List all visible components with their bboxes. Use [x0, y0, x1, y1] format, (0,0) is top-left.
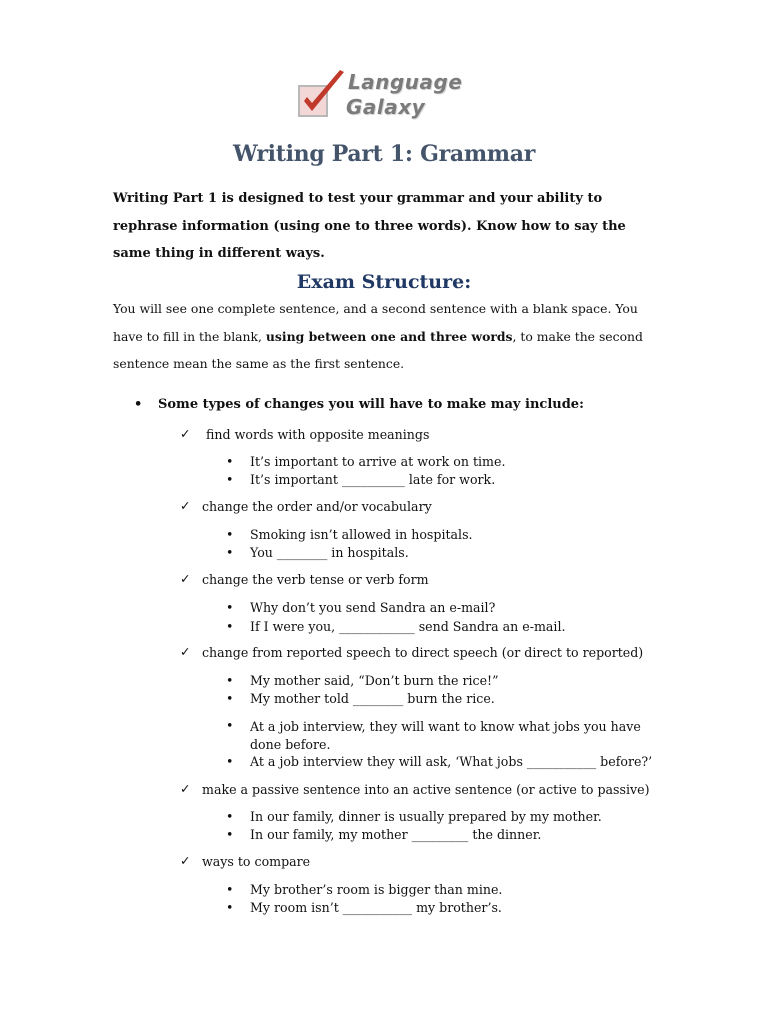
- exam-structure-heading: Exam Structure:: [296, 271, 472, 293]
- structure-text-before: You will see one complete sentence, and a second sentence with a blank space. You have to fill in the blank,: [113, 301, 638, 344]
- bullet-icon: •: [226, 545, 234, 560]
- intro-paragraph: Writing Part 1 is designed to test your grammar and your ability to rephrase information (using one to three words). Know how to say the same thing in different ways.: [113, 191, 626, 261]
- example-text: It’s important __________ late for work.: [250, 472, 496, 487]
- change-type-label: find words with opposite meanings: [202, 427, 430, 442]
- bullet-icon: •: [134, 397, 143, 412]
- bullet-icon: •: [226, 809, 234, 824]
- changes-lead: Some types of changes you will have to make may include:: [158, 397, 584, 412]
- example-text: My brother’s room is bigger than mine.: [250, 882, 503, 897]
- change-type-label: change the order and/or vocabulary: [202, 499, 432, 514]
- bullet-icon: •: [226, 691, 234, 706]
- example-text: Why don’t you send Sandra an e-mail?: [250, 600, 496, 615]
- bullet-icon: •: [226, 882, 234, 897]
- bullet-icon: •: [226, 827, 234, 842]
- bullet-icon: •: [226, 454, 234, 469]
- bullet-icon: •: [226, 900, 234, 915]
- example-text: My mother said, “Don’t burn the rice!”: [250, 673, 499, 688]
- change-type-label: change from reported speech to direct speech (or direct to reported): [202, 645, 644, 660]
- structure-text-after: , to make the second sentence mean the same as the first sentence.: [113, 328, 643, 371]
- bullet-icon: •: [226, 472, 234, 487]
- logo-line1: Language: [348, 70, 463, 94]
- bullet-icon: •: [226, 718, 234, 733]
- change-type-label: make a passive sentence into an active sentence (or active to passive): [202, 782, 650, 797]
- change-type-label: ways to compare: [202, 854, 311, 869]
- example-text: At a job interview they will ask, ‘What jobs ___________ before?’: [250, 754, 653, 769]
- check-icon: ✓: [180, 426, 191, 441]
- example-text: Smoking isn’t allowed in hospitals.: [250, 527, 473, 542]
- example-text: At a job interview, they will want to know what jobs you have done before.: [250, 719, 641, 752]
- example-text: You ________ in hospitals.: [250, 545, 409, 560]
- exam-structure-paragraph: [113, 295, 658, 378]
- example-text: It’s important to arrive at work on time.: [250, 454, 506, 469]
- check-icon: ✓: [180, 853, 191, 868]
- check-icon: ✓: [180, 644, 191, 659]
- bullet-icon: •: [226, 673, 234, 688]
- example-text: In our family, my mother _________ the dinner.: [250, 827, 542, 842]
- change-type-label: change the verb tense or verb form: [202, 572, 429, 587]
- language-galaxy-logo: [296, 68, 486, 126]
- logo-line2: Galaxy: [346, 95, 426, 119]
- page-title: Writing Part 1: Grammar: [232, 141, 536, 167]
- bullet-icon: •: [226, 600, 234, 615]
- bullet-icon: •: [226, 527, 234, 542]
- bullet-icon: •: [226, 754, 234, 769]
- example-text: My room isn’t ___________ my brother’s.: [250, 900, 502, 915]
- structure-text-bold: using between one and three words: [265, 328, 513, 344]
- example-text: My mother told ________ burn the rice.: [250, 691, 495, 706]
- example-text: In our family, dinner is usually prepared by my mother.: [250, 809, 602, 824]
- example-text: If I were you, ____________ send Sandra an e-mail.: [250, 619, 566, 634]
- check-icon: ✓: [180, 571, 191, 586]
- check-icon: ✓: [180, 781, 191, 796]
- bullet-icon: •: [226, 619, 234, 634]
- check-icon: ✓: [180, 498, 191, 513]
